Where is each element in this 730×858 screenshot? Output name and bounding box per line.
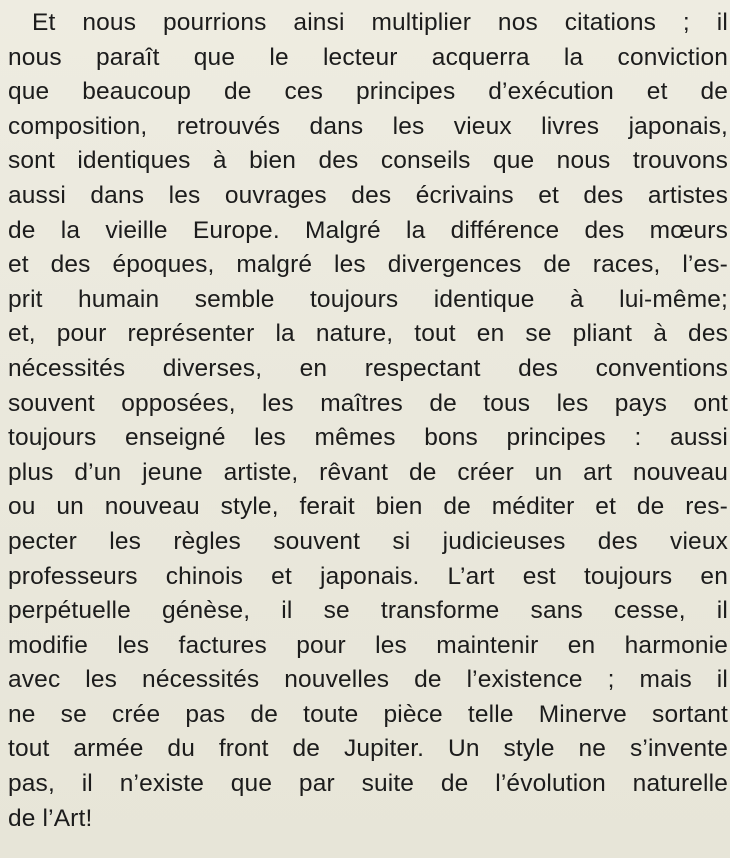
text-line: Et nous pourrions ainsi multiplier nos citations ; il	[32, 9, 728, 36]
text-line: ou un nouveau style, ferait bien de méditer et de res-	[8, 493, 728, 521]
text-line: de l’Art!	[8, 804, 93, 832]
text-line: modifie les factures pour les maintenir en harmonie	[8, 631, 728, 659]
text-line: nous paraît que le lecteur acquerra la conviction	[8, 43, 728, 71]
text-line: sont identiques à bien des conseils que nous trouvons	[8, 147, 728, 175]
text-line: et des époques, malgré les divergences de races, l’es-	[8, 251, 728, 279]
paragraph	[8, 6, 728, 836]
text-line: toujours enseigné les mêmes bons principes : aussi	[8, 424, 728, 452]
text-line: tout armée du front de Jupiter. Un style ne s’invente	[8, 735, 728, 763]
text-line: et, pour représenter la nature, tout en se pliant à des	[8, 320, 728, 348]
text-line: pas, il n’existe que par suite de l’évolution naturelle	[8, 770, 728, 798]
text-line: perpétuelle génèse, il se transforme sans cesse, il	[8, 597, 728, 625]
text-line: avec les nécessités nouvelles de l’existence ; mais il	[8, 666, 728, 694]
text-line: professeurs chinois et japonais. L’art est toujours en	[8, 562, 728, 590]
text-line: pecter les règles souvent si judicieuses des vieux	[8, 527, 728, 555]
text-line: que beaucoup de ces principes d’exécution et de	[8, 78, 728, 106]
text-line: composition, retrouvés dans les vieux livres japonais,	[8, 112, 728, 140]
text-line: plus d’un jeune artiste, rêvant de créer un art nouveau	[8, 458, 728, 486]
text-line: nécessités diverses, en respectant des conventions	[8, 354, 728, 382]
text-line: prit humain semble toujours identique à lui-même;	[8, 285, 728, 313]
text-line: souvent opposées, les maîtres de tous les pays ont	[8, 389, 728, 417]
text-line: aussi dans les ouvrages des écrivains et des artistes	[8, 181, 728, 209]
text-line: de la vieille Europe. Malgré la différence des mœurs	[8, 216, 728, 244]
text-line: ne se crée pas de toute pièce telle Minerve sortant	[8, 700, 728, 728]
